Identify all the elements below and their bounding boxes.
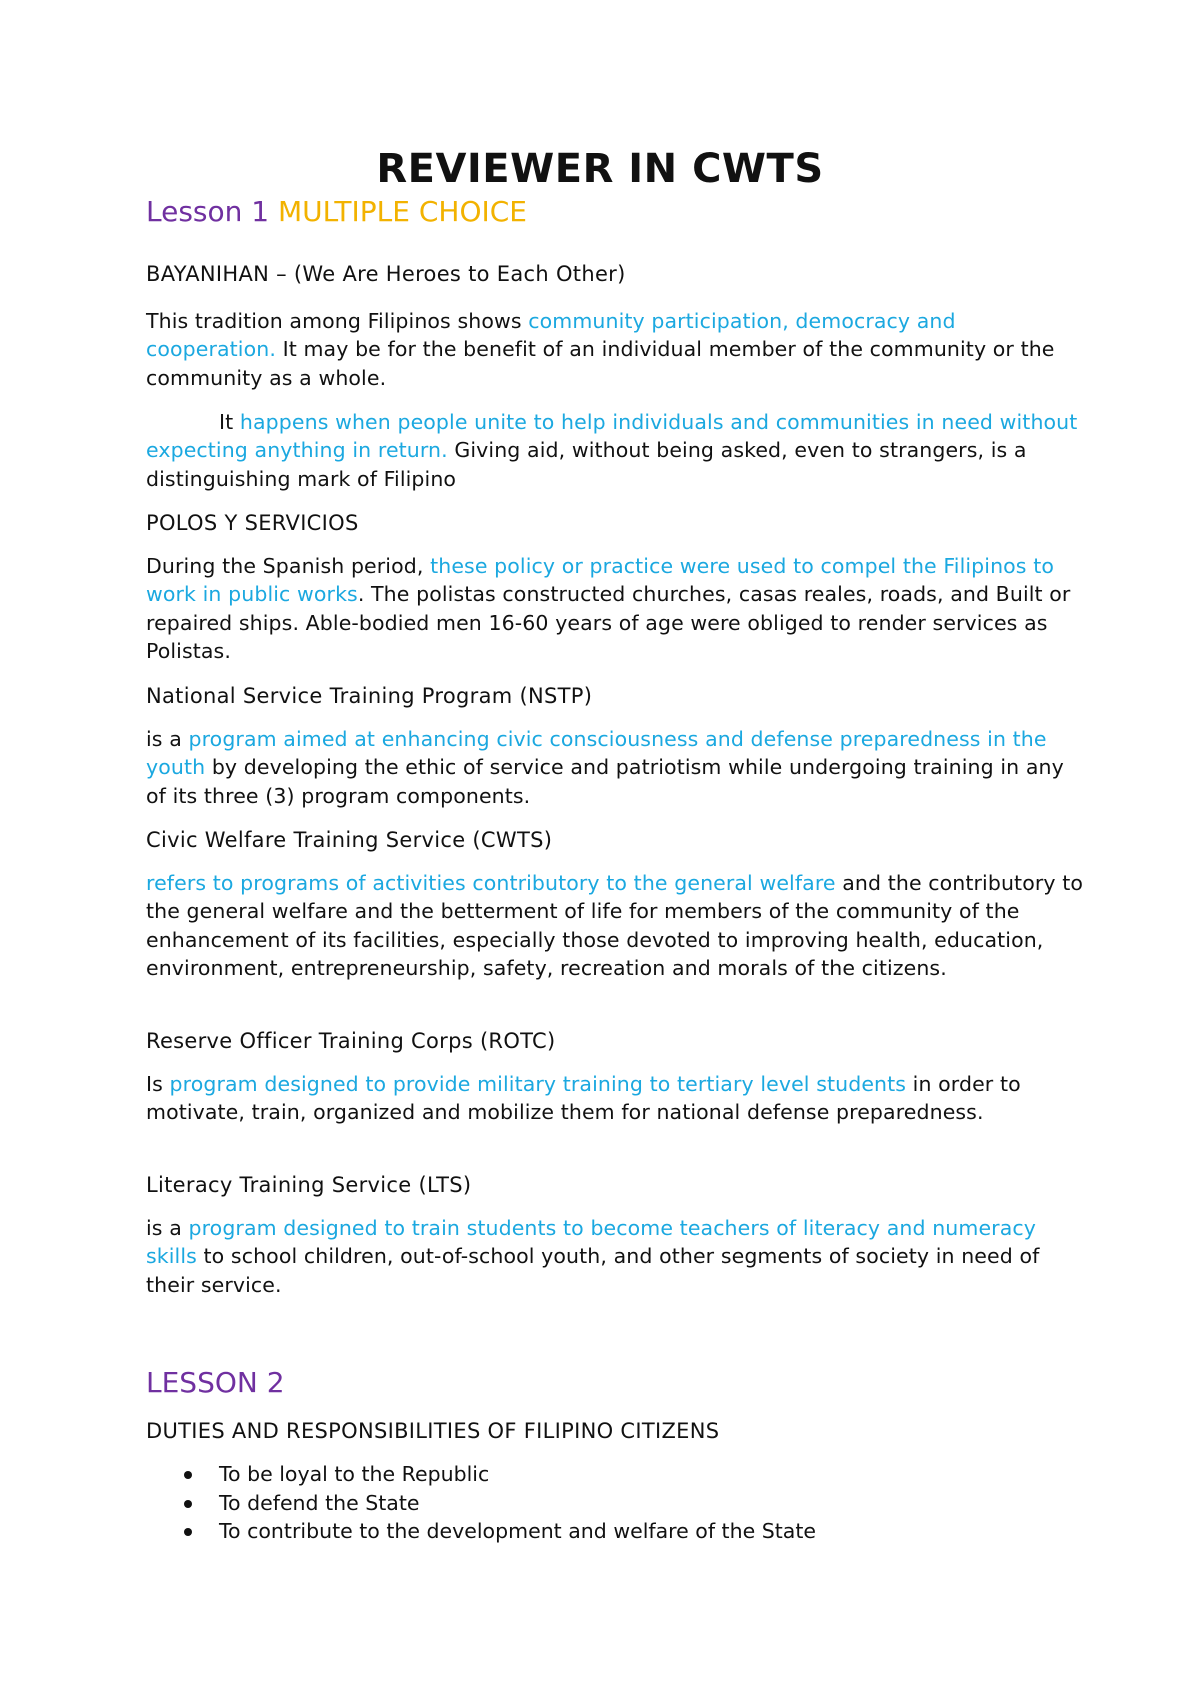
highlighted-text: program designed to provide military training to tertiary level students xyxy=(169,1072,907,1096)
paragraph-text: This tradition among Filipinos shows xyxy=(146,309,529,333)
paragraph-text: During the Spanish period, xyxy=(146,554,431,578)
list-item: To contribute to the development and welfare of the State xyxy=(146,1517,816,1546)
lesson-2-label: LESSON 2 xyxy=(146,1366,285,1399)
highlighted-text: refers to programs of activities contributory to the general welfare xyxy=(146,871,836,895)
paragraph-text: It xyxy=(219,410,240,434)
document-title: REVIEWER IN CWTS xyxy=(376,146,824,192)
paragraph-text: is a xyxy=(146,727,189,751)
highlighted-text: happens when people unite to help individuals and communities in need without expecting anything in return. xyxy=(146,410,1078,463)
paragraph-text: and the contributory to the general welfare and the betterment of life for members of the community of the enhancement of its facilities, especially those devoted to improving health, education, environment, entrepreneurship, safety, recreation and morals of the citizens. xyxy=(146,871,1083,980)
section-heading-nstp: National Service Training Program (NSTP) xyxy=(146,684,593,708)
list-item: To be loyal to the Republic xyxy=(146,1460,816,1489)
paragraph-text: . The polistas constructed churches, casas reales, roads, and Built or repaired ships. Able-bodied men 16-60 years of age were obliged to render services as Polistas. xyxy=(146,582,1071,663)
paragraph-rotc xyxy=(146,1070,1086,1127)
paragraph-lts xyxy=(146,1214,1086,1299)
section-heading-cwts: Civic Welfare Training Service (CWTS) xyxy=(146,828,553,852)
paragraph-bayanihan-2 xyxy=(146,408,1086,493)
paragraph-polos xyxy=(146,552,1086,665)
duties-list xyxy=(146,1460,816,1546)
section-heading-polos: POLOS Y SERVICIOS xyxy=(146,511,359,535)
paragraph-text: to school children, out-of-school youth, and other segments of society in need of their service. xyxy=(146,1244,1040,1297)
lesson-1-subtitle: MULTIPLE CHOICE xyxy=(278,195,527,228)
lesson-1-heading xyxy=(146,194,527,230)
lesson-1-label: Lesson 1 xyxy=(146,195,270,228)
highlighted-text: program designed to train students to become teachers of literacy and numeracy skills xyxy=(146,1216,1036,1269)
highlighted-text: program aimed at enhancing civic consciousness and defense preparedness in the youth xyxy=(146,727,1047,780)
section-heading-lts: Literacy Training Service (LTS) xyxy=(146,1173,472,1197)
paragraph-nstp xyxy=(146,725,1086,810)
section-heading-rotc: Reserve Officer Training Corps (ROTC) xyxy=(146,1029,556,1053)
section-heading-bayanihan: BAYANIHAN – (We Are Heroes to Each Other) xyxy=(146,262,626,286)
highlighted-text: these policy or practice were used to compel the Filipinos to work in public works xyxy=(146,554,1054,607)
paragraph-text: by developing the ethic of service and patriotism while undergoing training in any of its three (3) program components. xyxy=(146,755,1064,808)
lesson-2-heading: DUTIES AND RESPONSIBILITIES OF FILIPINO CITIZENS xyxy=(146,1419,720,1443)
paragraph-bayanihan-1 xyxy=(146,307,1086,392)
paragraph-text: Giving aid, without being asked, even to strangers, is a distinguishing mark of Filipino xyxy=(146,438,1027,491)
paragraph-text: It may be for the benefit of an individual member of the community or the community as a whole. xyxy=(146,337,1055,390)
paragraph-text: Is xyxy=(146,1072,170,1096)
highlighted-text: community participation, democracy and cooperation. xyxy=(146,309,956,362)
list-item: To defend the State xyxy=(146,1489,816,1518)
paragraph-cwts xyxy=(146,869,1086,982)
paragraph-text: is a xyxy=(146,1216,189,1240)
paragraph-text: in order to motivate, train, organized and mobilize them for national defense preparedness. xyxy=(146,1072,1021,1125)
